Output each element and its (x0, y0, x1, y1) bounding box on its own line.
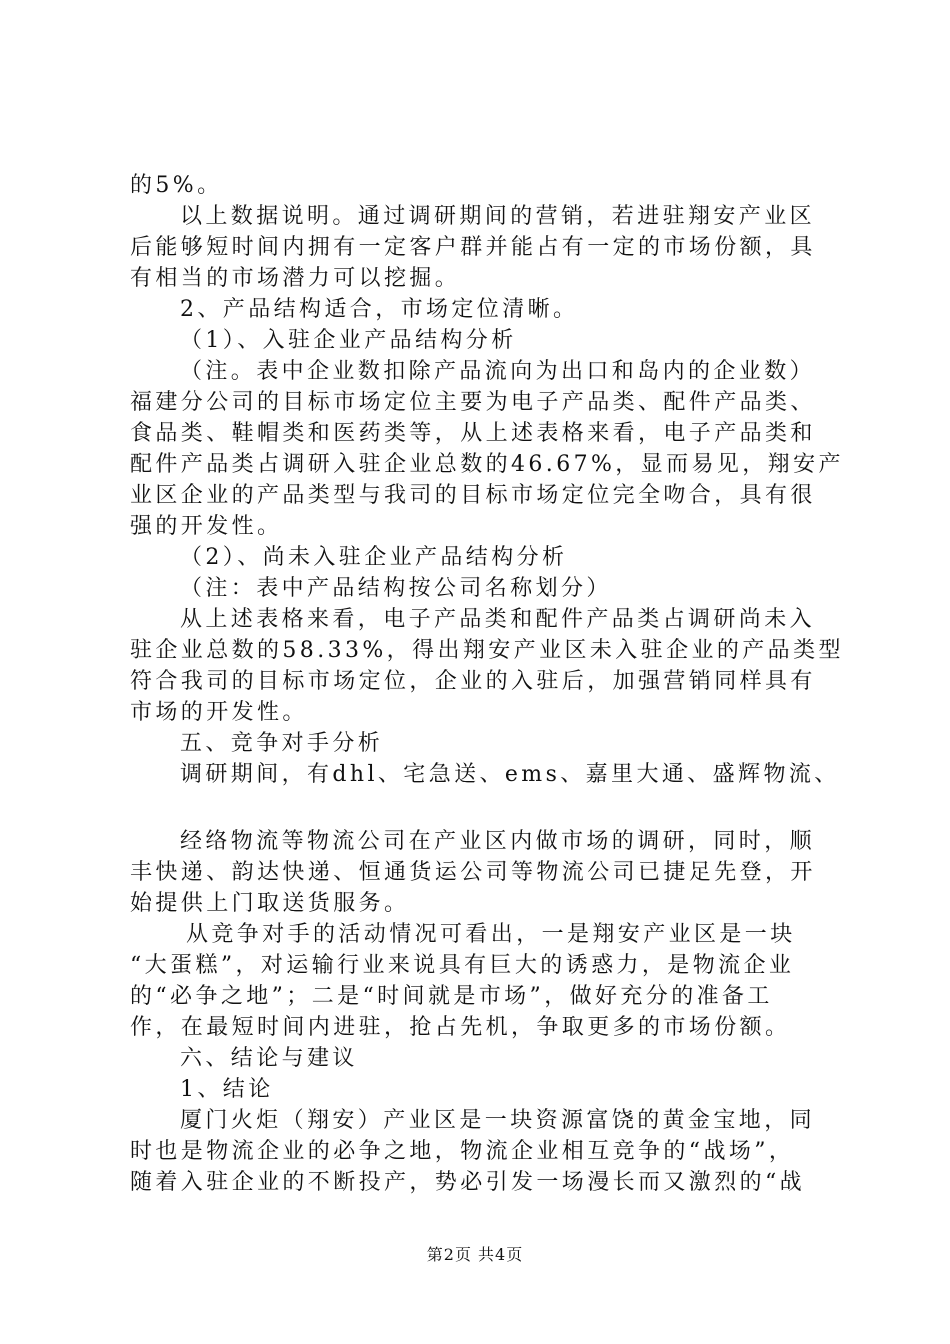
text-line: 随着入驻企业的不断投产，势必引发一场漫长而又激烈的“战 (130, 1170, 806, 1195)
text-line: 强的开发性。 (130, 514, 283, 539)
text-line: 配件产品类占调研入驻企业总数的46.67%，显而易见，翔安产 (130, 452, 844, 477)
text-line: 业区企业的产品类型与我司的目标市场定位完全吻合，具有很 (130, 483, 816, 508)
subsection-heading: （1）、入驻企业产品结构分析 (180, 328, 517, 353)
text-line: 从上述表格来看，电子产品类和配件产品类占调研尚未入 (180, 607, 816, 632)
text-line: 始提供上门取送货服务。 (130, 891, 410, 916)
text-line: 的“必争之地”；二是“时间就是市场”，做好充分的准备工 (130, 984, 773, 1009)
text-line: 市场的开发性。 (130, 700, 308, 725)
text-line: 驻企业总数的58.33%，得出翔安产业区未入驻企业的产品类型 (130, 638, 844, 663)
text-line: 经络物流等物流公司在产业区内做市场的调研，同时，顺 (180, 829, 816, 854)
text-line: “大蛋糕”，对运输行业来说具有巨大的诱惑力，是物流企业 (130, 953, 795, 978)
subsection-heading: （2）、尚未入驻企业产品结构分析 (180, 545, 568, 570)
section-heading: 六、结论与建议 (180, 1046, 358, 1071)
paragraph-gap (130, 790, 830, 826)
text-line: 后能够短时间内拥有一定客户群并能占有一定的市场份额，具 (130, 235, 816, 260)
subsection-heading: 1、结论 (180, 1077, 274, 1102)
text-line: 时也是物流企业的必争之地，物流企业相互竞争的“战场”， (130, 1139, 795, 1164)
text-line: 丰快递、韵达快递、恒通货运公司等物流公司已捷足先登，开 (130, 860, 816, 885)
text-line: 以上数据说明。通过调研期间的营销，若进驻翔安产业区 (180, 204, 816, 229)
text-line: 调研期间，有dhl、宅急送、ems、嘉里大通、盛辉物流、 (180, 762, 840, 787)
text-line: 食品类、鞋帽类和医药类等，从上述表格来看，电子产品类和 (130, 421, 816, 446)
text-line: 符合我司的目标市场定位，企业的入驻后，加强营销同样具有 (130, 669, 816, 694)
note-line: （注。表中企业数扣除产品流向为出口和岛内的企业数） (180, 359, 816, 384)
text-line: 有相当的市场潜力可以挖掘。 (130, 266, 461, 291)
section-heading: 五、竞争对手分析 (180, 731, 384, 756)
section-heading: 2、产品结构适合，市场定位清晰。 (180, 297, 579, 322)
text-line: 厦门火炬（翔安）产业区是一块资源富饶的黄金宝地，同 (180, 1108, 816, 1133)
note-line: （注：表中产品结构按公司名称划分） (180, 576, 612, 601)
page-number-footer: 第2页 共4页 (426, 1245, 524, 1264)
text-line: 的5%。 (130, 173, 223, 198)
document-body (130, 170, 844, 1198)
text-line: 福建分公司的目标市场定位主要为电子产品类、配件产品类、 (130, 390, 816, 415)
text-line: 从竞争对手的活动情况可看出，一是翔安产业区是一块 (186, 922, 796, 947)
text-line: 作，在最短时间内进驻，抢占先机，争取更多的市场份额。 (130, 1015, 791, 1040)
